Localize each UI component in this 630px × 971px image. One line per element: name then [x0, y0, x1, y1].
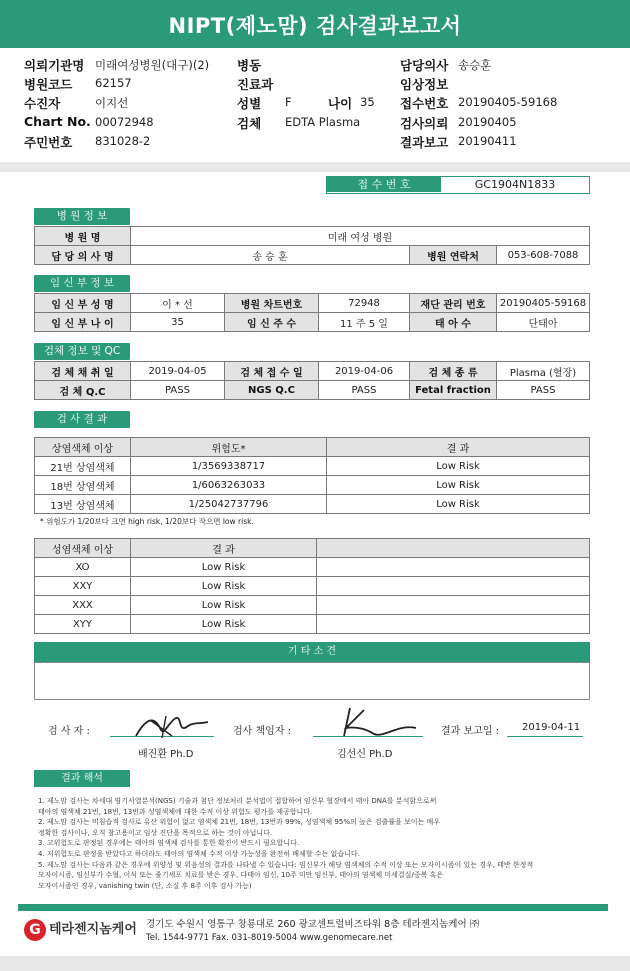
pregnant-mgmt-value: 20190405-59168 [497, 294, 590, 313]
receipt-value: 20190405-59168 [458, 95, 558, 109]
specimen-value: EDTA Plasma [285, 115, 361, 129]
report-value: 20190411 [458, 134, 517, 148]
company-address: 경기도 수원시 영통구 창룡대로 260 광교센트럴비즈타워 8층 테라젠지놈케어 ㈜ [146, 919, 480, 930]
etc-section: 기 타 소 견 [34, 642, 590, 662]
table-row [35, 577, 590, 596]
table-row [35, 495, 590, 514]
specimen-info-section: 검체 정보 및 QC [34, 343, 130, 360]
hospital-info-section: 병 원 정 보 [34, 208, 130, 225]
interpretation-section: 결과 해석 [34, 770, 130, 787]
autosome-col-name: 상염색체 이상 [35, 438, 131, 457]
interpretation-line: 정확한 검사이나, 오직 참고용이고 임상 진단을 목적으로 하는 것이 아닙니다. [38, 828, 273, 837]
sex-result: Low Risk [131, 577, 317, 596]
specimen-qc-value: PASS [131, 381, 225, 400]
receipt-label: 접수번호 [400, 96, 449, 111]
specimen-info-table [34, 361, 590, 400]
date-label: 결과 보고일 : [441, 726, 500, 737]
specimen-qc-label: 검 체 Q.C [35, 381, 131, 400]
autosome-risk: 1/6063263033 [131, 476, 327, 495]
dept-label: 진료과 [237, 77, 274, 92]
tester-label: 검 사 자 : [48, 726, 90, 737]
patient-label: 수진자 [24, 96, 61, 111]
sex-result: Low Risk [131, 615, 317, 634]
receipt-box-label: 접 수 번 호 [327, 177, 441, 192]
pregnant-name-value: 이 * 선 [131, 294, 225, 313]
age-label: 나이 [328, 96, 353, 111]
table-row [35, 558, 590, 577]
interpretation-line: 4. 저위험도로 판정을 받았다고 하더라도 태아의 염색체 수적 이상 가능성을 완전히 배제할 수는 없습니다. [38, 849, 360, 858]
sex-name: XXY [35, 577, 131, 596]
autosome-result: Low Risk [327, 495, 590, 514]
genome-logo-icon: G [24, 919, 46, 941]
hospital-phone-value: 053-608-7088 [497, 246, 590, 265]
rrn-label: 주민번호 [24, 135, 73, 150]
autosome-name: 18번 상염색체 [35, 476, 131, 495]
interpretation-line: 태아의 염색체 21번, 18번, 13번과 성염색체에 대한 수적 이상 위험도 평가를 제공합니다. [38, 807, 313, 816]
report-title: NIPT(제노맘) 검사결과보고서 [0, 0, 630, 48]
tester-name: 배진환 Ph.D [138, 749, 194, 760]
report-header [0, 48, 630, 162]
sex-col-blank [317, 539, 590, 558]
age-value: 35 [360, 95, 375, 109]
sex-name: XO [35, 558, 131, 577]
autosome-result: Low Risk [327, 476, 590, 495]
specimen-recv-label: 검 체 접 수 일 [225, 362, 319, 381]
pregnant-info-table [34, 293, 590, 332]
etc-box [34, 662, 590, 700]
pregnant-chart-value: 72948 [319, 294, 410, 313]
autosome-col-risk: 위험도* [131, 438, 327, 457]
company-contact: Tel. 1544-9771 Fax. 031-8019-5004 www.genomecare.net [146, 933, 393, 943]
interpretation-line: 모자이시즘, 임신부가 수혈, 이식 또는 줄기세포 치료를 받은 경우, 다태아 임신, 10주 미만 임신부, 태아의 염색체 미세결실/중복 혹은 [38, 871, 444, 880]
autosome-risk: 1/25042737796 [131, 495, 327, 514]
sex-value: F [285, 95, 292, 109]
interpretation-line: 1. 제노맘 검사는 차세대 염기서열분석(NGS) 기술과 첨단 정보처리 분석법이 접합하여 임신부 혈장에서 태아 DNA를 분석함으로써 [38, 797, 437, 805]
footer-bar [18, 904, 608, 911]
chart-value: 00072948 [95, 115, 154, 129]
doctor-value: 송승훈 [458, 58, 492, 72]
specimen-type-label: 검 체 종 류 [410, 362, 497, 381]
sex-label: 성별 [237, 96, 262, 111]
receipt-box-value: GC1904N1833 [474, 178, 556, 191]
sex-result: Low Risk [131, 558, 317, 577]
request-label: 검사의뢰 [400, 116, 449, 131]
pregnant-weeks-label: 임 신 주 수 [225, 313, 319, 332]
results-section: 검 사 결 과 [34, 411, 130, 428]
pregnant-fetus-label: 태 아 수 [410, 313, 497, 332]
bottom-margin [0, 956, 630, 971]
table-row [35, 476, 590, 495]
rrn-value: 831028-2 [95, 134, 151, 148]
pregnant-age-label: 임 신 부 나 이 [35, 313, 131, 332]
specimen-ngs-label: NGS Q.C [225, 381, 319, 400]
specimen-type-value: Plasma (혈장) [497, 362, 590, 381]
hospital-info-table [34, 226, 590, 265]
specimen-collect-label: 검 체 채 취 일 [35, 362, 131, 381]
interpretation-line: 2. 제노맘 검사는 비침습적 검사로 유산 위험이 없고 염색체 21번, 18번, 13번과 99%, 성염색체 95%의 높은 검출률을 보이는 매우 [38, 818, 441, 827]
pregnant-weeks-value: 11 주 5 일 [319, 313, 410, 332]
specimen-ff-label: Fetal fraction [410, 381, 497, 400]
sex-col-result: 결 과 [131, 539, 317, 558]
risk-note: * 위험도가 1/20보다 크면 high risk, 1/20보다 작으면 low risk. [40, 517, 254, 526]
specimen-collect-value: 2019-04-05 [131, 362, 225, 381]
receipt-box [326, 176, 590, 194]
interpretation-line: 5. 제노맘 검사는 다음과 같은 경우에 위양성 및 위음성의 결과를 나타낼 수 있습니다: 임신부가 해당 염색체의 수적 이상 또는 모자이시즘이 있는 경우, 태반 한정적 [38, 860, 534, 869]
patient-value: 이지선 [95, 96, 129, 110]
sex-col-name: 성염색체 이상 [35, 539, 131, 558]
autosome-risk: 1/3569338717 [131, 457, 327, 476]
header-separator [0, 162, 630, 172]
hospital-value: 미래여성병원(대구)(2) [95, 58, 210, 72]
autosome-result: Low Risk [327, 457, 590, 476]
pregnant-fetus-value: 단태아 [497, 313, 590, 332]
hospital-phone-label: 병원 연락처 [410, 246, 497, 265]
table-row [35, 457, 590, 476]
hospital-doctor-value: 송 승 훈 [131, 246, 410, 265]
sex-name: XYY [35, 615, 131, 634]
report-label: 결과보고 [400, 135, 449, 150]
hospital-label: 의뢰기관명 [24, 58, 85, 73]
chart-label: Chart No. [24, 114, 91, 129]
date-line [507, 736, 583, 737]
interpretation-line: 모자이시즘인 경우, vanishing twin (단, 소실 후 8주 이후 검사 가능) [38, 881, 252, 890]
clinical-label: 임상정보 [400, 77, 449, 92]
company-logo-text: 테라젠지놈케어 [49, 922, 137, 937]
hospital-doctor-label: 담 당 의 사 명 [35, 246, 131, 265]
code-label: 병원코드 [24, 77, 73, 92]
table-row [35, 615, 590, 634]
resp-label: 검사 책임자 : [233, 726, 292, 737]
autosome-table [34, 437, 590, 514]
pregnant-name-label: 임 신 부 성 명 [35, 294, 131, 313]
pregnant-age-value: 35 [131, 313, 225, 332]
doctor-label: 담당의사 [400, 58, 449, 73]
request-value: 20190405 [458, 115, 517, 129]
specimen-label: 검체 [237, 116, 262, 131]
resp-signature [328, 704, 420, 740]
sex-chromosome-table [34, 538, 590, 634]
specimen-ff-value: PASS [497, 381, 590, 400]
date-value: 2019-04-11 [522, 722, 581, 733]
table-row [35, 596, 590, 615]
company-logo [24, 918, 137, 941]
autosome-name: 13번 상염색체 [35, 495, 131, 514]
tester-signature [132, 708, 212, 742]
autosome-col-result: 결 과 [327, 438, 590, 457]
specimen-ngs-value: PASS [319, 381, 410, 400]
interpretation-text [38, 796, 588, 891]
hospital-name-label: 병 원 명 [35, 227, 131, 246]
resp-name: 김선신 Ph.D [337, 749, 393, 760]
autosome-name: 21번 상염색체 [35, 457, 131, 476]
interpretation-line: 3. 고위험도로 판정된 경우에는 태아의 염색체 검사를 통한 확진이 반드시 필요합니다. [38, 839, 300, 848]
pregnant-info-section: 임 신 부 정 보 [34, 275, 130, 292]
sex-name: XXX [35, 596, 131, 615]
code-value: 62157 [95, 76, 132, 90]
specimen-recv-value: 2019-04-06 [319, 362, 410, 381]
ward-label: 병동 [237, 58, 262, 73]
hospital-name-value: 미래 여성 병원 [131, 227, 590, 246]
pregnant-mgmt-label: 재단 관리 번호 [410, 294, 497, 313]
pregnant-chart-label: 병원 차트번호 [225, 294, 319, 313]
sex-result: Low Risk [131, 596, 317, 615]
